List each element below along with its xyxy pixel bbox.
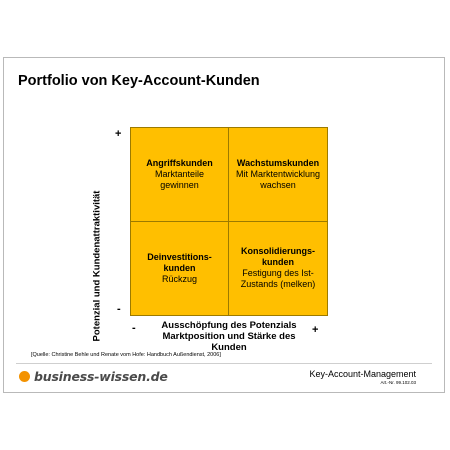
article-number: Art.-Nr. 99.102.03 (380, 380, 416, 385)
quadrant-title: Konsolidierungs-kunden (241, 246, 315, 268)
x-axis-label (144, 320, 314, 353)
x-axis-label-line2: Marktposition und Stärke des Kunden (162, 331, 296, 353)
quadrant-text: Festigung des Ist-Zustands (melken) (240, 268, 316, 290)
quadrant-title: Angriffskunden (146, 157, 213, 168)
quadrant-text: Marktanteile gewinnen (154, 168, 205, 190)
quadrant-angriffskunden (131, 128, 229, 222)
y-axis-minus: - (117, 303, 121, 315)
logo-dot-icon (19, 371, 30, 382)
quadrant-deinvestitionskunden (131, 222, 229, 316)
quadrant-text: Mit Marktentwicklung wachsen (235, 168, 321, 190)
slide (3, 57, 445, 393)
quadrant-title: Wachstumskunden (236, 157, 320, 168)
y-axis-label: Potenzial und Kundenattraktivität (91, 190, 103, 342)
business-wissen-logo (19, 367, 168, 385)
quadrant-konsolidierungskunden (229, 222, 327, 316)
quadrant-title: Deinvestitions-kunden (147, 251, 212, 273)
y-axis-plus: + (115, 128, 122, 140)
footer-divider (16, 363, 432, 364)
page-title: Portfolio von Key-Account-Kunden (18, 73, 260, 89)
brand-label: Key-Account-Management (309, 369, 416, 379)
x-axis-minus: - (132, 322, 136, 334)
source-citation: [Quelle: Christine Behle und Renate vom Hofe: Handbuch Außendienst, 2006] (31, 352, 221, 358)
portfolio-matrix (130, 127, 328, 316)
x-axis-label-line1: Ausschöpfung des Potenzials (161, 320, 297, 331)
quadrant-wachstumskunden (229, 128, 327, 222)
logo-text: business-wissen.de (34, 368, 168, 384)
quadrant-text: Rückzug (161, 273, 197, 284)
x-axis-plus: + (312, 324, 319, 336)
